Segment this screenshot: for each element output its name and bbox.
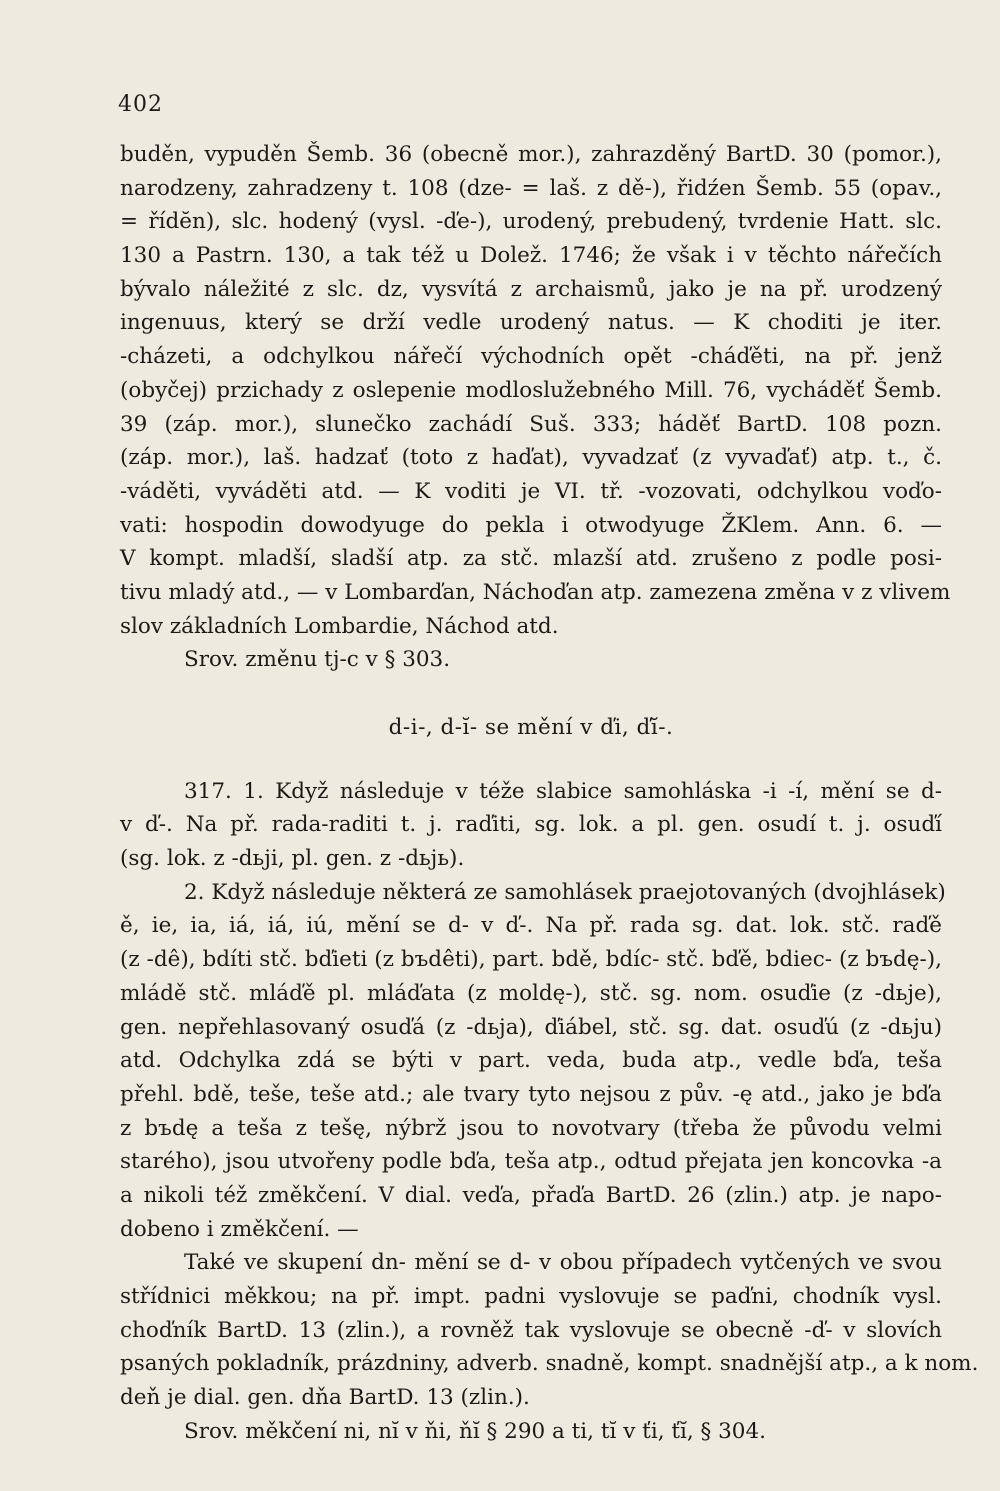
text-line: (z -dê), bdíti stč. bďieti (z bъdêti), part. bdě, bdíc- stč. bďě, bdiec- (z bъdę-),: [120, 947, 942, 973]
text-line: 2. Když následuje některá ze samohlásek praejotovaných (dvojhlásek): [184, 879, 946, 905]
text-line: -cházeti, a odchylkou nářečí východních opět -cháďěti, na př. jenž: [120, 344, 942, 370]
text-line: slov základních Lombardie, Náchod atd.: [120, 613, 559, 639]
text-line: dobeno i změkčení. —: [120, 1216, 359, 1242]
text-line: z bъdę a teša z tešę, nýbrž jsou to novotvary (třeba že původu velmi: [120, 1115, 942, 1141]
text-line: narodzeny, zahradzeny t. 108 (dze- = laš. z dě-), řidźen Šemb. 55 (opav.,: [120, 175, 942, 201]
text-line: 130 a Pastrn. 130, a tak též u Dolež. 1746; že však i v těchto nářečích: [120, 243, 942, 269]
text-line: tivu mladý atd., — v Lombarďan, Náchoďan atp. zamezena změna v z vlivem: [120, 579, 951, 605]
text-line: -váděti, vyváděti atd. — K voditi je VI. tř. -vozovati, odchylkou voďo-: [120, 478, 942, 504]
text-line: = řídĕn), slc. hodený (vysl. -ďe-), urodený, prebudený, tvrdenie Hatt. slc.: [120, 209, 942, 235]
page-text: [120, 138, 979, 1448]
text-line: 39 (záp. mor.), slunečko zachádí Suš. 333; háděť BartD. 108 pozn.: [120, 411, 942, 437]
text-line: choďník BartD. 13 (zlin.), a rovněž tak vyslovuje se obecně -ď- v slovích: [120, 1317, 942, 1343]
text-line: gen. nepřehlasovaný osuďá (z -dьja), ďiábel, stč. sg. dat. osuďú (z -dьju): [120, 1014, 942, 1040]
text-line: Také ve skupení dn- mění se d- v obou případech vytčených ve svou: [184, 1250, 942, 1276]
section-heading: d-i-, d-ĭ- se mění v ďi, ďĭ-.: [388, 715, 674, 740]
text-line: mládě stč. mláďě pl. mláďata (z moldę-), stč. sg. nom. osuďie (z -dьje),: [120, 980, 942, 1006]
text-line: 317. 1. Když následuje v téže slabice samohláska -i -í, mění se d-: [184, 778, 942, 804]
text-line: vati: hospodin dowodyuge do pekla i otwodyuge ŽKlem. Ann. 6. —: [120, 512, 942, 538]
text-line: přehl. bdě, teše, teše atd.; ale tvary tyto nejsou z pův. -ę atd., jako je bďa: [120, 1081, 942, 1107]
text-line: ě, ie, ia, iá, iá, iú, mění se d- v ď-. Na př. rada sg. dat. lok. stč. raďě: [120, 913, 942, 939]
cross-reference: Srov. změnu tj-c v § 303.: [184, 647, 451, 673]
text-line: starého), jsou utvořeny podle bďa, teša atp., odtud přejata jen koncovka -a: [120, 1149, 942, 1175]
text-line: (záp. mor.), laš. hadzať (toto z haďat), vyvadzať (z vyvaďať) atp. t., č.: [120, 445, 942, 471]
text-line: v ď-. Na př. rada-raditi t. j. raďiti, sg. lok. a pl. gen. osudí t. j. osuďí: [120, 812, 942, 838]
text-line: deň je dial. gen. dňa BartD. 13 (zlin.).: [120, 1385, 530, 1411]
text-line: ingenuus, který se drží vedle urodený natus. — K choditi je iter.: [120, 310, 942, 336]
text-line: a nikoli též změkčení. V dial. veďa, přaďa BartD. 26 (zlin.) atp. je napo-: [120, 1182, 942, 1208]
text-line: bývalo náležité z slc. dz, vysvítá z archaismů, jako je na př. urodzený: [120, 276, 942, 302]
text-line: (sg. lok. z -dьji, pl. gen. z -dьjь).: [120, 846, 465, 872]
text-line: buděn, vypuděn Šemb. 36 (obecně mor.), zahrazděný BartD. 30 (pomor.),: [120, 142, 942, 167]
page-number: 402: [118, 92, 163, 117]
text-line: atd. Odchylka zdá se býti v part. veda, buda atp., vedle bďa, teša: [120, 1048, 942, 1074]
cross-reference: Srov. měkčení ni, nĭ v ňi, ňĭ § 290 a ti, tĭ v ťi, ťĭ, § 304.: [184, 1418, 767, 1444]
text-line: střídnici měkkou; na př. impt. padni vyslovuje se paďni, chodník vysl.: [120, 1284, 942, 1309]
text-line: V kompt. mladší, sladší atp. za stč. mlazší atd. zrušeno z podle posi-: [120, 546, 942, 572]
text-line: (obyčej) przichady z oslepenie modloslužebného Mill. 76, vycháděť Šemb.: [120, 377, 942, 403]
text-line: psaných pokladník, prázdniny, adverb. snadně, kompt. snadnější atp., a k nom.: [120, 1351, 979, 1377]
